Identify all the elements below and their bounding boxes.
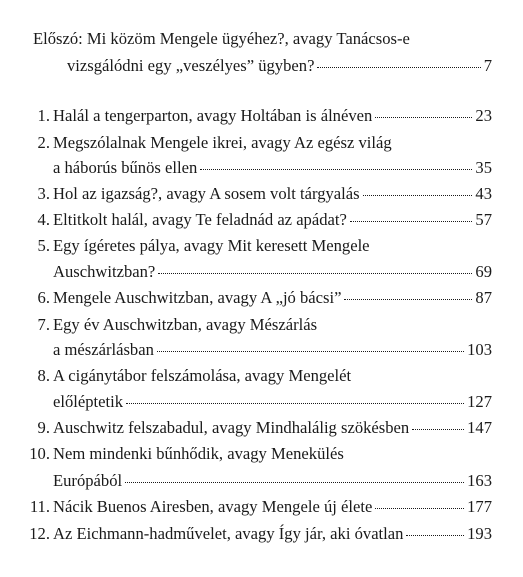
chapter-number: 1. <box>37 106 50 125</box>
dot-leader <box>125 482 464 483</box>
page-number: 7 <box>483 56 492 75</box>
toc-entry-leader-line <box>53 184 492 204</box>
page-number: 103 <box>467 340 492 359</box>
toc-entry-leader-line <box>53 497 492 517</box>
dot-leader <box>406 535 464 536</box>
toc-entry-leader-line <box>53 262 492 282</box>
toc-entry-title: Az Eichmann-hadművelet, avagy Így jár, aki óvatlan <box>53 524 404 543</box>
chapter-number: 3. <box>37 184 50 203</box>
toc-entry-leader-line <box>53 158 492 178</box>
toc-entry-title-cont: vizsgálódni egy „veszélyes” ügyben? <box>67 56 315 75</box>
toc-entry-title-cont: Auschwitzban? <box>53 262 156 281</box>
page-number: 35 <box>475 158 492 177</box>
chapter-number: 5. <box>37 236 50 255</box>
toc-entry-title: Halál a tengerparton, avagy Holtában is álnéven <box>53 106 373 125</box>
chapter-number: 2. <box>37 133 50 152</box>
toc-entry-leader-line <box>53 392 492 412</box>
toc-entry-title: A cigánytábor felszámolása, avagy Mengelét <box>53 366 352 385</box>
dot-leader <box>350 221 473 222</box>
dot-leader <box>317 67 480 68</box>
page-number: 87 <box>475 288 492 307</box>
chapter-number: 6. <box>37 288 50 307</box>
toc-entry-title-cont: a háborús bűnös ellen <box>53 158 198 177</box>
toc-entry-title-cont: a mészárlásban <box>53 340 154 359</box>
dot-leader <box>363 195 473 196</box>
toc-entry-leader-line <box>53 106 492 126</box>
chapter-number: 9. <box>37 418 50 437</box>
toc-entry-leader-line <box>53 524 492 544</box>
dot-leader <box>126 403 464 404</box>
toc-entry-title: Auschwitz felszabadul, avagy Mindhalálig szökésben <box>53 418 410 437</box>
toc-entry-title: Nácik Buenos Airesben, avagy Mengele új élete <box>53 497 373 516</box>
dot-leader <box>375 117 472 118</box>
dot-leader <box>158 273 472 274</box>
toc-entry-leader-line <box>53 418 492 438</box>
toc-entry-title: Előszó: Mi közöm Mengele ügyéhez?, avagy Tanácsos-e <box>33 29 410 48</box>
toc-entry-title-cont: Európából <box>53 471 123 490</box>
dot-leader <box>157 351 464 352</box>
dot-leader <box>375 508 464 509</box>
toc-entry-leader-line <box>53 340 492 360</box>
toc-entry-title-cont: előléptetik <box>53 392 124 411</box>
dot-leader <box>412 429 464 430</box>
chapter-number: 8. <box>37 366 50 385</box>
page-number: 193 <box>467 524 492 543</box>
page-number: 43 <box>475 184 492 203</box>
chapter-number: 12. <box>29 524 50 543</box>
toc-entry-title: Eltitkolt halál, avagy Te feladnád az apádat? <box>53 210 347 229</box>
toc-entry-title: Hol az igazság?, avagy A sosem volt tárgyalás <box>53 184 360 203</box>
page-number: 57 <box>475 210 492 229</box>
toc-entry-title: Egy év Auschwitzban, avagy Mészárlás <box>53 315 318 334</box>
dot-leader <box>200 169 472 170</box>
toc-entry-leader-line <box>53 471 492 491</box>
page-number: 163 <box>467 471 492 490</box>
page-number: 177 <box>467 497 492 516</box>
page-number: 69 <box>475 262 492 281</box>
chapter-number: 10. <box>29 444 50 463</box>
page-number: 127 <box>467 392 492 411</box>
toc-entry-leader-line <box>67 56 492 76</box>
page-number: 147 <box>467 418 492 437</box>
page-number: 23 <box>475 106 492 125</box>
toc-entry-title: Nem mindenki bűnhődik, avagy Menekülés <box>53 444 344 463</box>
chapter-number: 7. <box>37 315 50 334</box>
toc-entry-title: Egy ígéretes pálya, avagy Mit keresett Mengele <box>53 236 370 255</box>
chapter-number: 11. <box>29 497 50 516</box>
dot-leader <box>344 299 472 300</box>
toc-entry-title: Megszólalnak Mengele ikrei, avagy Az egész világ <box>53 133 392 152</box>
toc-entry-leader-line <box>53 288 492 308</box>
toc-entry-leader-line <box>53 210 492 230</box>
toc-entry-title: Mengele Auschwitzban, avagy A „jó bácsi” <box>53 288 342 307</box>
chapter-number: 4. <box>37 210 50 229</box>
